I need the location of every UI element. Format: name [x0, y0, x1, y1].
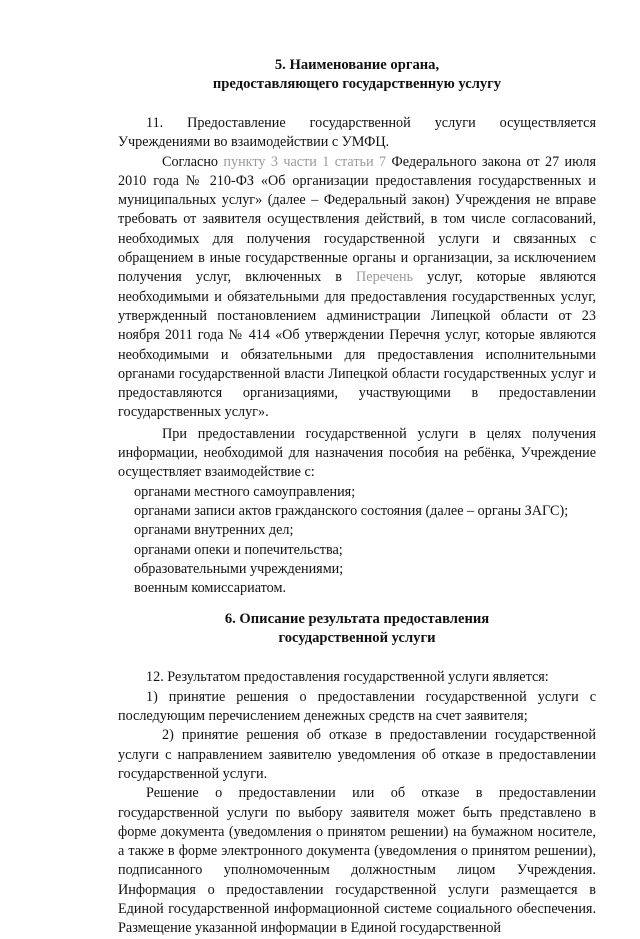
soglasno-start: Согласно	[162, 153, 224, 170]
list-item: органами опеки и попечительства;	[134, 541, 343, 558]
paragraph-reshenie: Решение о предоставлении или об отказе в предоставлении государственной услуги по выбору заявителя может быть представлено в форме документа (уведомления о принятом решении) на бумажном носителе, а также в форме электронного документа (уведомления о принятом решении), подписанного уполномоченным должностным лицом Учреждения. Информация о предоставлении государственной услуги размещается в Единой государственной информационной системе социального обеспечения. Размещение указанной информации в Единой государственной	[118, 785, 596, 937]
soglasno-struck: пункту 3 части 1 статьи 7	[223, 153, 387, 170]
soglasno-rest: Федерального закона от 27 июля 2010 года № 210-ФЗ «Об организации предоставления государственных и муниципальных услуг» (далее – Федеральный закон) Учреждения не вправе требовать от заявителя осуществления действий, в том числе согласований, необходимых для получения государственной услуги и связанных с обращением в иные государственные органы и организации, за исключением получения услуг, включенных в	[118, 153, 596, 286]
list-item: военным комиссариатом.	[134, 580, 287, 597]
section-5-title-line1: 5. Наименование органа,	[274, 57, 440, 73]
soglasno-struck2: Перечень	[356, 269, 414, 286]
paragraph-11: 11. Предоставление государственной услуги осуществляется Учреждениями во взаимодействии с УМФЦ.	[118, 115, 596, 151]
section-6-title-line2: государственной услуги	[278, 630, 436, 647]
paragraph-12-2: 2) принятие решения об отказе в предоставлении государственной услуги с направлением заявителю уведомления об отказе в предоставлении государственной услуги.	[118, 727, 596, 782]
list-item: органами местного самоуправления;	[134, 483, 356, 500]
soglasno-rest2: услуг, которые являются необходимыми и обязательными для предоставления государственных услуг, утвержденный постановлением администрации Липецкой области от 23 ноября 2011 года № 414 «Об утверждении Перечня услуг, которые являются необходимыми и обязательными для предоставления исполнительными органами государственной власти Липецкой области государственных услуг и предоставляются организациями, участвующими в предоставлении государственных услуг».	[118, 269, 596, 421]
section-6-heading	[118, 610, 596, 648]
section-6-title-line1: 6. Описание результата предоставления	[224, 611, 490, 628]
document-page	[118, 56, 596, 939]
list-item: органами записи актов гражданского состояния (далее – органы ЗАГС);	[134, 502, 569, 519]
paragraph-pri: При предоставлении государственной услуги в целях получения информации, необходимой для назначения пособия на ребёнка, Учреждение осуществляет взаимодействие с:	[118, 425, 596, 481]
section-5-title-line2: предоставляющего государственную услугу	[212, 76, 502, 92]
paragraph-12: 12. Результатом предоставления государственной услуги является:	[146, 669, 549, 686]
paragraph-soglasno	[118, 153, 596, 423]
list-item: образовательными учреждениями;	[134, 560, 344, 577]
section-5-heading	[118, 56, 596, 94]
list-item: органами внутренних дел;	[134, 522, 294, 539]
paragraph-12-1: 1) принятие решения о предоставлении государственной услуги с последующим перечислением денежных средств на счет заявителя;	[118, 688, 596, 725]
